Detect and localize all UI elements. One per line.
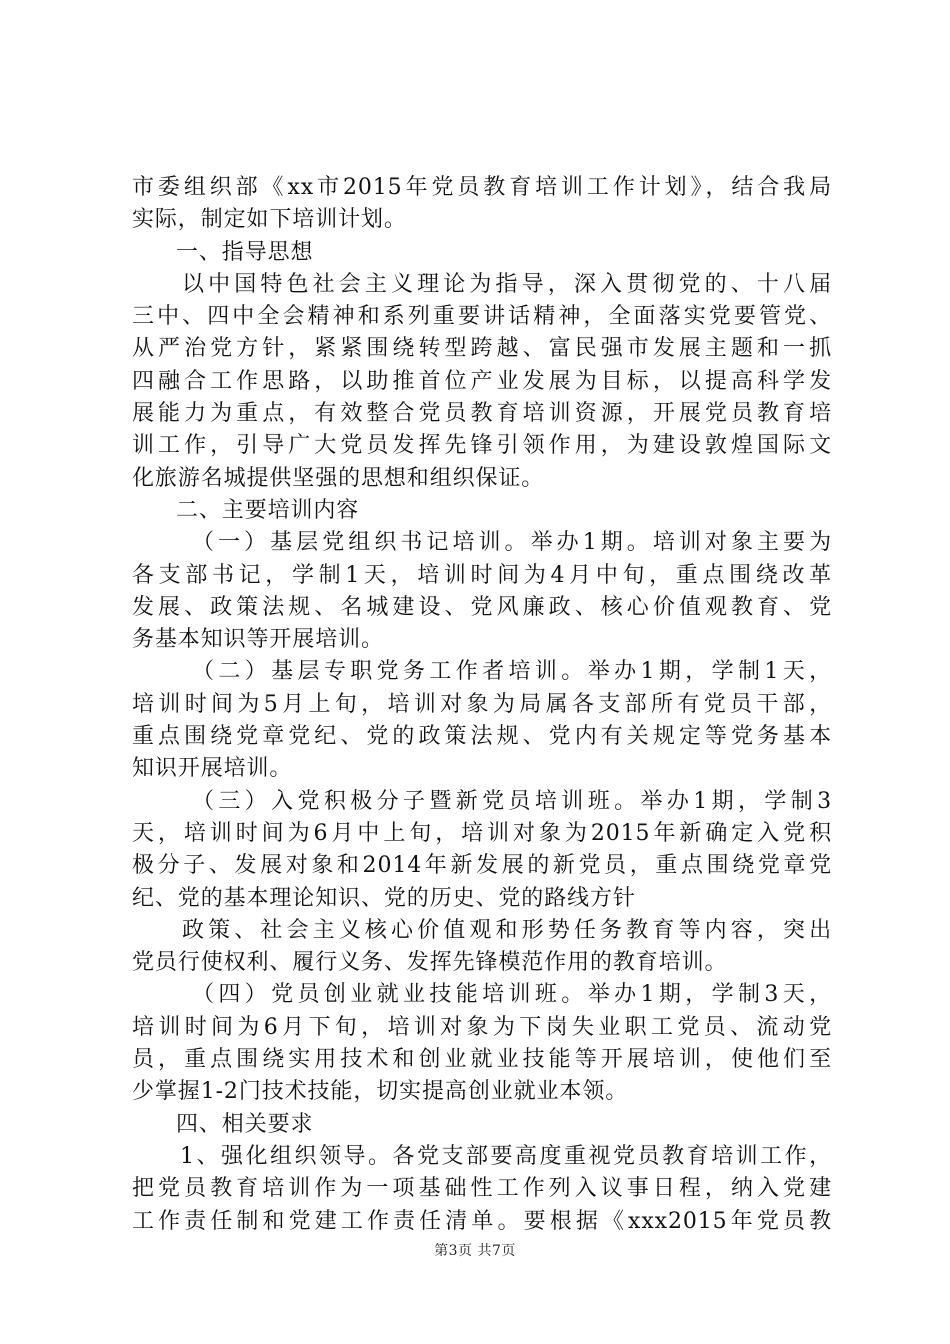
- text-line-2: 实际，制定如下培训计划。: [132, 207, 407, 233]
- text-line-29: 少掌握1-2门技术技能，切实提高创业就业本领。: [132, 1079, 629, 1105]
- text-line-23: 纪、党的基本理论知识、党的历史、党的路线方针: [132, 885, 636, 911]
- text-line-14: 发展、政策法规、名城建设、党风廉政、核心价值观教育、党: [132, 594, 832, 620]
- text-line-15: 务基本知识等开展培训。: [132, 627, 384, 653]
- text-line-9: 训工作，引导广大党员发挥先锋引领作用，为建设敦煌国际文: [132, 433, 832, 459]
- text-line-27: 培训时间为6月下旬，培训对象为下岗失业职工党员、流动党: [132, 1014, 832, 1040]
- document-body: [132, 172, 832, 1238]
- text-line-1: 市委组织部《xx市2015年党员教育培训工作计划》，结合我局: [132, 175, 832, 200]
- text-line-33: 工作责任制和党建工作责任清单。要根据《xxx2015年党员教: [132, 1208, 832, 1234]
- text-line-25: 党员行使权利、履行义务、发挥先锋模范作用的教育培训。: [132, 950, 728, 976]
- text-line-13: 各支部书记，学制1天，培训时间为4月中旬，重点围绕改革: [132, 562, 832, 588]
- text-line-16: （二）基层专职党务工作者培训。举办1期，学制1天，: [192, 659, 832, 685]
- text-line-19: 知识开展培训。: [132, 756, 293, 782]
- text-line-17: 培训时间为5月上旬，培训对象为局属各支部所有党员干部，: [132, 691, 832, 717]
- page-footer: [0, 1240, 950, 1260]
- text-line-24: 政策、社会主义核心价值观和形势任务教育等内容，突出: [182, 917, 832, 943]
- text-line-22: 极分子、发展对象和2014年新发展的新党员，重点围绕党章党: [132, 853, 832, 879]
- text-line-26: （四）党员创业就业技能培训班。举办1期，学制3天，: [192, 982, 832, 1008]
- text-line-10: 化旅游名城提供坚强的思想和组织保证。: [132, 465, 545, 491]
- text-line-28: 员，重点围绕实用技术和创业就业技能等开展培训，使他们至: [132, 1047, 832, 1073]
- text-line-21: 天，培训时间为6月中上旬，培训对象为2015年新确定入党积: [132, 820, 832, 846]
- text-line-32: 把党员教育培训作为一项基础性工作列入议事日程，纳入党建: [132, 1176, 832, 1202]
- text-line-31: 1、强化组织领导。各党支部要高度重视党员教育培训工作，: [180, 1143, 832, 1169]
- text-line-5: 三中、四中全会精神和系列重要讲话精神，全面落实党要管党、: [132, 304, 832, 330]
- page-number-label: 第3页 共7页: [434, 1243, 516, 1259]
- text-line-6: 从严治党方针，紧紧围绕转型跨越、富民强市发展主题和一抓: [132, 336, 832, 362]
- section-heading-4: 四、相关要求: [176, 1111, 314, 1137]
- text-line-8: 展能力为重点，有效整合党员教育培训资源，开展党员教育培: [132, 401, 832, 427]
- text-line-7: 四融合工作思路，以助推首位产业发展为目标，以提高科学发: [132, 368, 832, 394]
- text-line-18: 重点围绕党章党纪、党的政策法规、党内有关规定等党务基本: [132, 724, 832, 750]
- text-line-12: （一）基层党组织书记培训。举办1期。培训对象主要为: [192, 530, 832, 556]
- text-line-4: 以中国特色社会主义理论为指导，深入贯彻党的、十八届: [182, 271, 832, 297]
- text-line-20: （三）入党积极分子暨新党员培训班。举办1期，学制3: [192, 788, 832, 814]
- section-heading-1: 一、指导思想: [176, 239, 314, 265]
- section-heading-2: 二、主要培训内容: [176, 497, 360, 523]
